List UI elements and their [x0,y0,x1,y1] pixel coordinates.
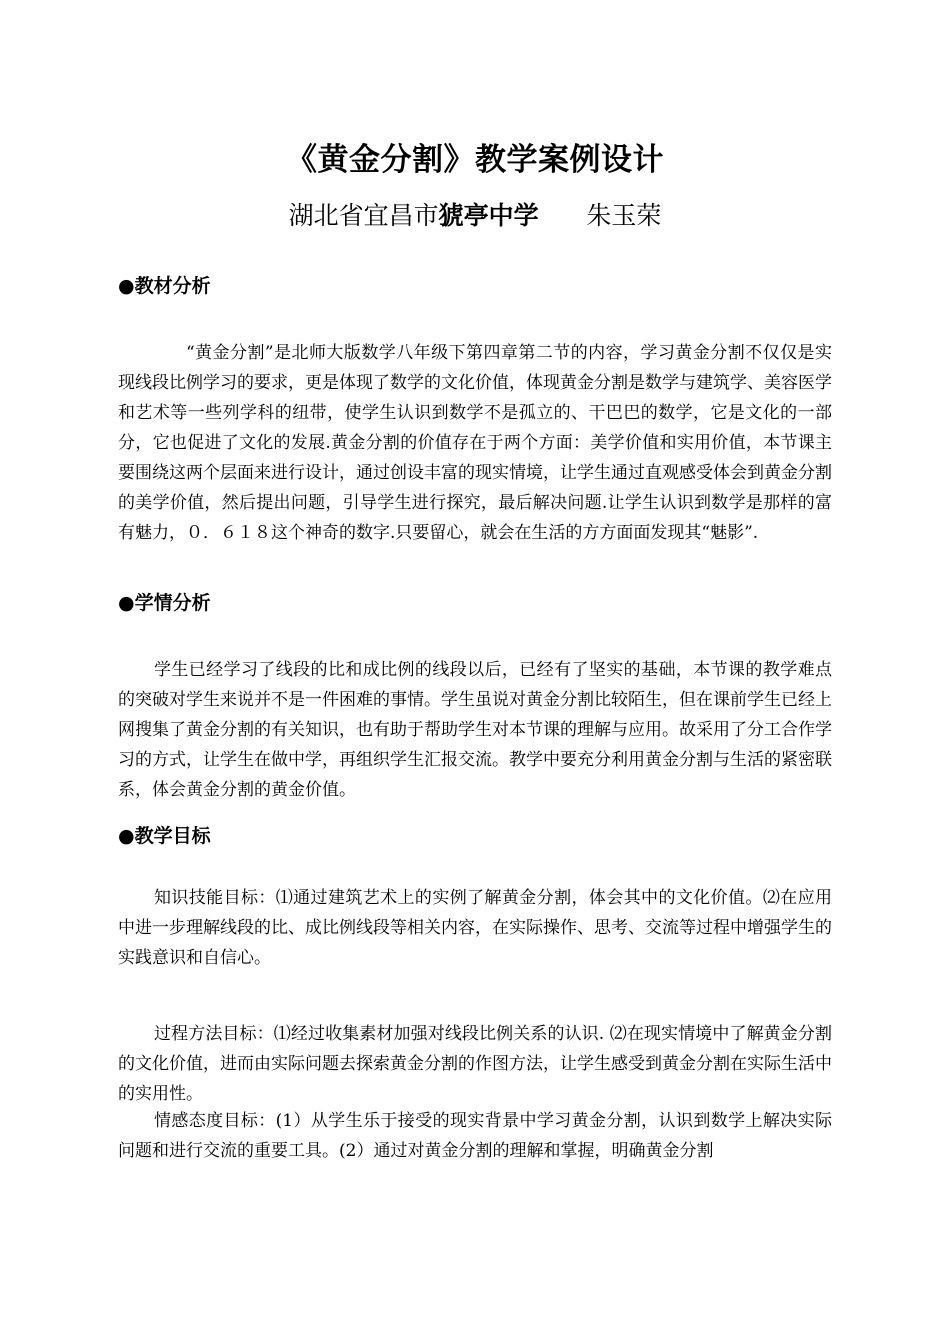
section-paragraph: 过程方法目标：⑴经过收集素材加强对线段比例关系的认识. ⑵在现实情境中了解黄金分割的文化价值，进而由实际问题去探索黄金分割的作图方法，让学生感受到黄金分割在实际生活中的实用性。 [118,1024,832,1104]
section-paragraph: 知识技能目标：⑴通过建筑艺术上的实例了解黄金分割，体会其中的文化价值。⑵在应用中进一步理解线段的比、成比例线段等相关内容，在实际操作、思考、交流等过程中增强学生的实践意识和自信心。 [118,888,832,968]
author-line [0,198,950,234]
section-heading-textbook-analysis: ●教材分析 [118,275,211,297]
author-location: 湖北省宜昌市 [288,201,439,230]
section-heading-teaching-objectives: ●教学目标 [118,825,211,847]
author-name: 朱玉荣 [586,201,662,230]
section-paragraph: 情感态度目标：(1）从学生乐于接受的现实背景中学习黄金分割，认识到数学上解决实际问题和进行交流的重要工具。(2）通过对黄金分割的理解和掌握，明确黄金分割 [118,1111,832,1161]
document-title: 《黄金分割》教学案例设计 [286,142,664,178]
author-gap [539,201,587,230]
section-paragraph: “黄金分割”是北师大版数学八年级下第四章第二节的内容，学习黄金分割不仅仅是实现线段比例学习的要求，更是体现了数学的文化价值，体现黄金分割是数学与建筑学、美容医学和艺术等一些列学科的纽带，使学生认识到数学不是孤立的、干巴巴的数学，它是文化的一部分，它也促进了文化的发展.黄金分割的价值存在于两个方面：美学价值和实用价值，本节课主要围绕这两个层面来进行设计，通过创设丰富的现实情境，让学生通过直观感受体会到黄金分割的美学价值，然后提出问题，引导学生进行探究，最后解决问题.让学生认识到数学是那样的富有魅力，０．６１８这个神奇的数字.只要留心，就会在生活的方方面面发现其“魅影”. [118,343,832,543]
section-paragraph: 学生已经学习了线段的比和成比例的线段以后，已经有了坚实的基础，本节课的教学难点的突破对学生来说并不是一件困难的事情。学生虽说对黄金分割比较陌生，但在课前学生已经上网搜集了黄金分割的有关知识，也有助于帮助学生对本节课的理解与应用。故采用了分工合作学习的方式，让学生在做中学，再组织学生汇报交流。教学中要充分利用黄金分割与生活的紧密联系，体会黄金分割的黄金价值。 [118,660,832,800]
author-school: 猇亭中学 [438,201,539,230]
section-heading-learner-analysis: ●学情分析 [118,592,211,614]
